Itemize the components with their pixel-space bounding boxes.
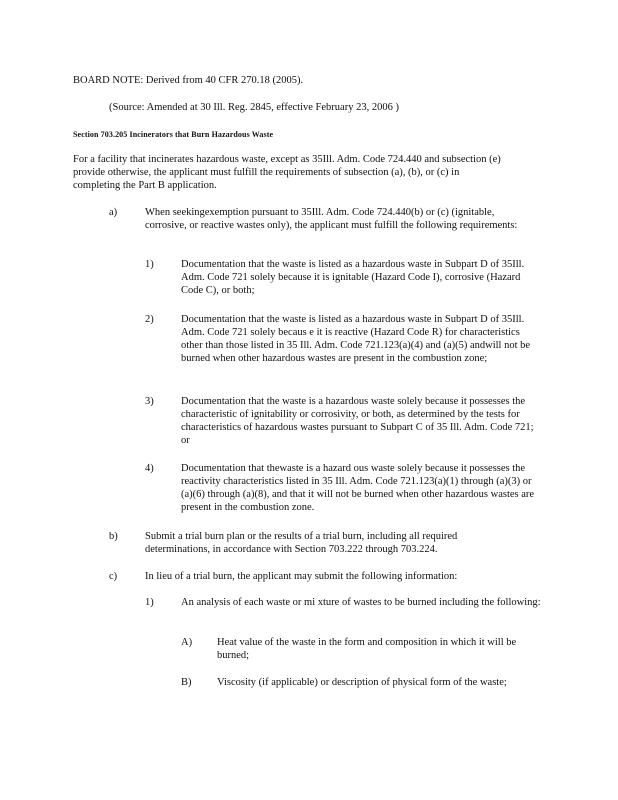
paragraph-a3-label: 3) (145, 396, 154, 407)
subsection-a-text: When seekingexemption pursuant to 35Ill. Adm. Code 724.440(b) or (c) (ignitable, corrosive, or reactive wastes only), the applicant must fulfill the following requirements: (145, 207, 518, 231)
paragraph-a2-label: 2) (145, 314, 154, 325)
paragraph-c1-text: An analysis of each waste or mi xture of wastes to be burned including the following: (181, 597, 541, 608)
paragraph-a1-label: 1) (145, 259, 154, 270)
subparagraph-c1A-text: Heat value of the waste in the form and composition in which it will be burned; (217, 637, 517, 661)
subsection-c-label: c) (109, 571, 118, 582)
paragraph-a4-label: 4) (145, 463, 154, 474)
subparagraph-c1B-text: Viscosity (if applicable) or description of physical form of the waste; (217, 677, 507, 688)
subsection-c-text: In lieu of a trial burn, the applicant may submit the following information: (145, 571, 458, 582)
paragraph-a1-text: Documentation that the waste is listed as a hazardous waste in Subpart D of 35Ill. Adm. Code 721 solely because it is ignitable (Hazard Code I), corrosive (Hazard Code C), or both; (181, 259, 525, 296)
subsection-b-label: b) (109, 531, 118, 542)
subsection-a-label: a) (109, 207, 118, 218)
paragraph-c1-label: 1) (145, 597, 154, 608)
subparagraph-c1B-label: B) (181, 677, 192, 688)
paragraph-a4-text: Documentation that thewaste is a hazard ous waste solely because it possesses the reactivity characteristics listed in 35 Ill. Adm. Code 721.123(a)(1) through (a)(3) or (a)(6) through (a)(8), and that it will not be burned when other hazardous wastes are present in the combustion zone. (181, 463, 535, 513)
board-note: BOARD NOTE: Derived from 40 CFR 270.18 (2005). (73, 75, 304, 86)
paragraph-a2-text: Documentation that the waste is listed as a hazardous waste in Subpart D of 35Ill. Adm. Code 721 solely becaus e it is reactive (Hazard Code R) for characteristics other than those listed in 35 Ill. Adm. Code 721.123(a)(4) and (a)(5) andwill not be burned when other hazardous wastes are present in the combustion zone; (181, 314, 531, 364)
section-heading: Section 703.205 Incinerators that Burn Hazardous Waste (73, 130, 274, 139)
subparagraph-c1A-label: A) (181, 637, 193, 648)
subsection-b-text: Submit a trial burn plan or the results of a trial burn, including all required determinations, in accordance with Section 703.222 through 703.224. (145, 531, 458, 555)
source-note: (Source: Amended at 30 Ill. Reg. 2845, effective February 23, 2006 ) (109, 102, 399, 113)
intro-paragraph: For a facility that incinerates hazardous waste, except as 35Ill. Adm. Code 724.440 and subsection (e) provide otherwise, the applicant must fulfill the requirements of subsection (a), (b), or (c) in completing the Part B application. (73, 154, 501, 191)
paragraph-a3-text: Documentation that the waste is a hazardous waste solely because it possesses the characteristic of ignitability or corrosivity, or both, as determined by the tests for characteristics of hazardous wastes pursuant to Subpart C of 35 Ill. Adm. Code 721; or (181, 396, 534, 446)
